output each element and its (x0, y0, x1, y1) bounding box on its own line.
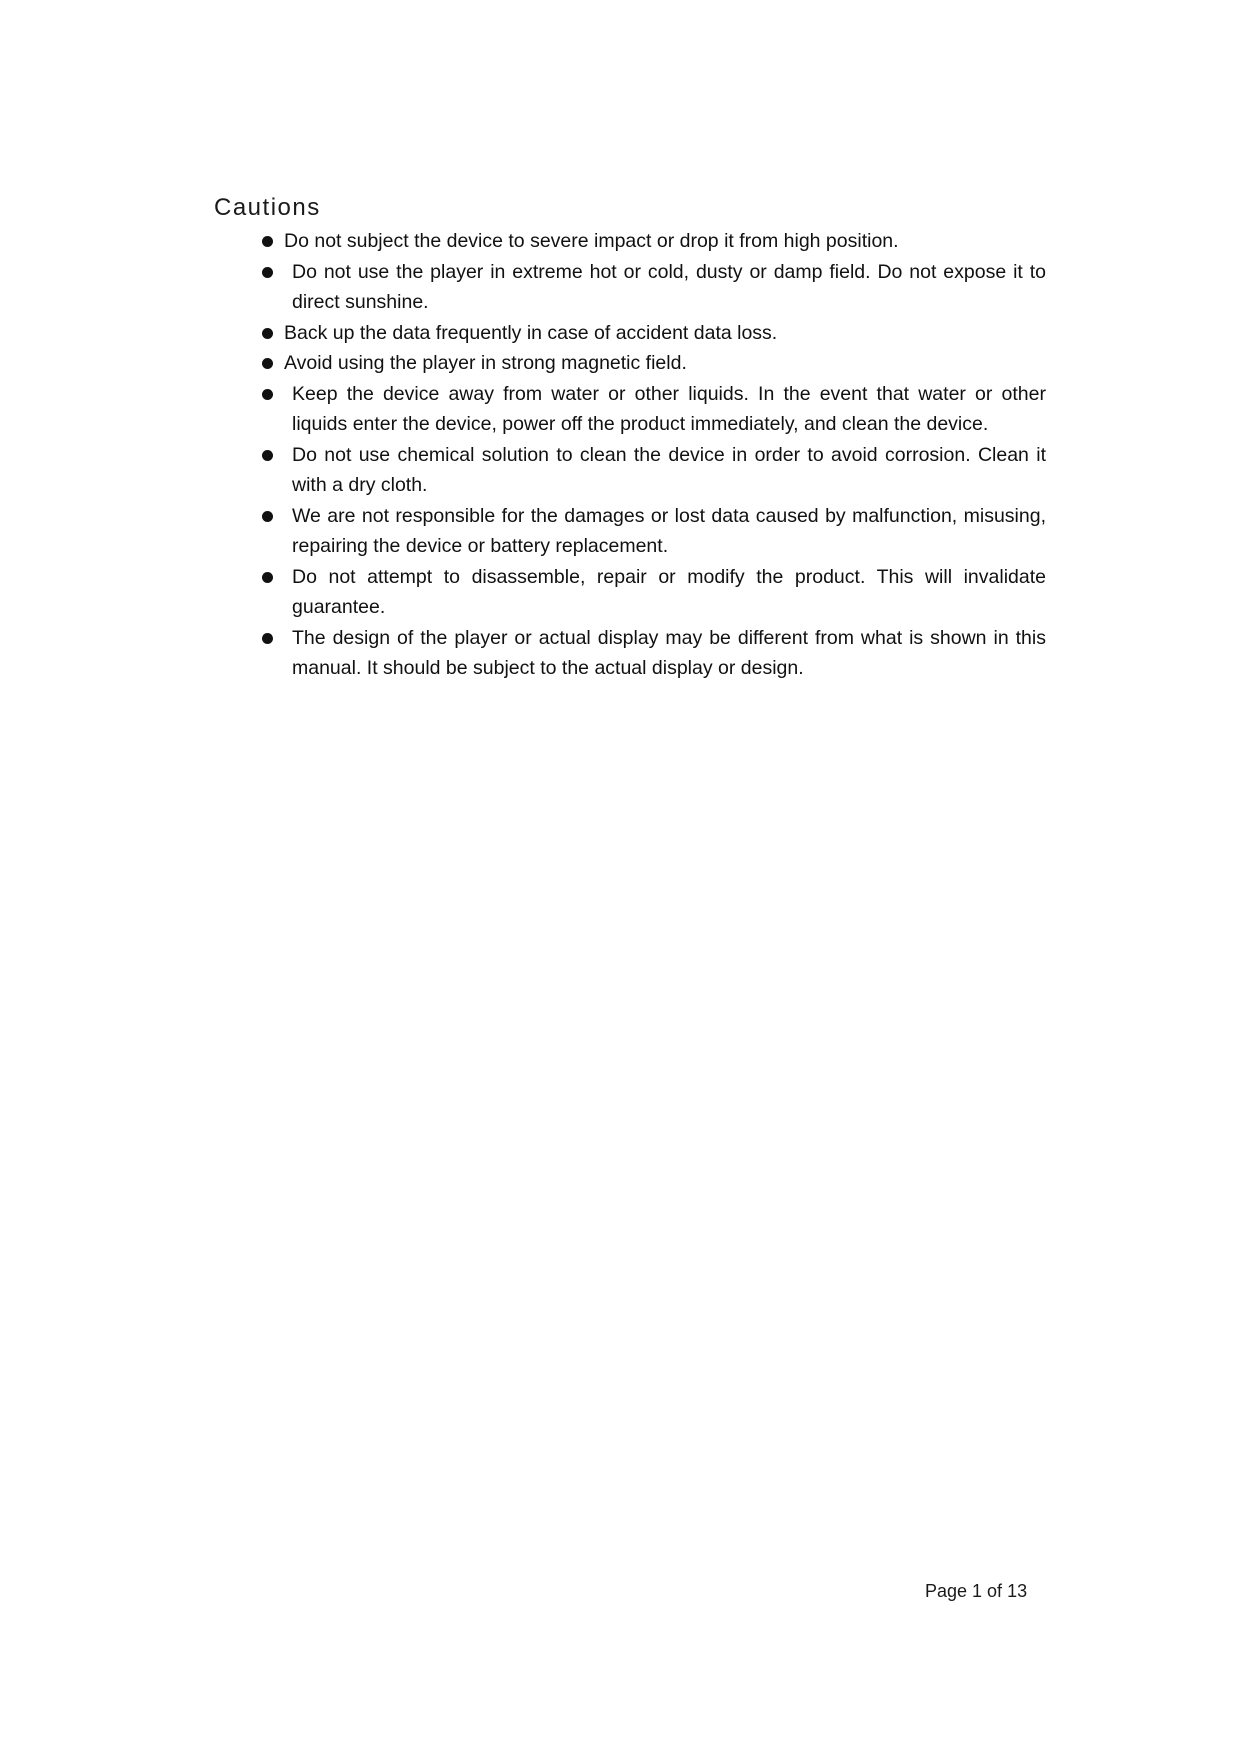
list-item-text: Do not attempt to disassemble, repair or modify the product. This will invalidate guarantee. (292, 565, 1046, 618)
page-number: Page 1 of 13 (925, 1581, 1028, 1601)
bullet-icon (262, 572, 273, 583)
list-item (256, 226, 1046, 257)
list-item-text: Do not use chemical solution to clean the device in order to avoid corrosion. Clean it with a dry cloth. (292, 443, 1046, 496)
list-item-text: Avoid using the player in strong magnetic field. (284, 352, 687, 374)
list-item-text: Do not use the player in extreme hot or cold, dusty or damp field. Do not expose it to direct sunshine. (292, 260, 1046, 313)
bullet-icon (262, 328, 273, 339)
list-item-text: Keep the device away from water or other liquids. In the event that water or other liquids enter the device, power off the product immediately, and clean the device. (292, 382, 1046, 435)
list-item (256, 379, 1046, 440)
bullet-icon (262, 389, 273, 400)
cautions-list (256, 226, 1046, 684)
list-item-text: We are not responsible for the damages or lost data caused by malfunction, misusing, repairing the device or battery replacement. (292, 504, 1046, 557)
bullet-icon (262, 267, 273, 278)
list-item (256, 562, 1046, 623)
list-item-text: Back up the data frequently in case of accident data loss. (284, 321, 778, 344)
list-item-text: Do not subject the device to severe impact or drop it from high position. (284, 230, 899, 252)
bullet-icon (262, 358, 273, 369)
bullet-icon (262, 450, 273, 461)
bullet-icon (262, 511, 273, 522)
list-item (256, 440, 1046, 501)
list-item (256, 623, 1046, 684)
list-item (256, 501, 1046, 562)
list-item (256, 257, 1046, 318)
section-title: Cautions (214, 194, 321, 221)
bullet-icon (262, 633, 273, 644)
list-item (256, 318, 1046, 349)
list-item (256, 348, 1046, 379)
bullet-icon (262, 236, 273, 247)
list-item-text: The design of the player or actual display may be different from what is shown in this manual. It should be subject to the actual display or design. (292, 626, 1046, 679)
